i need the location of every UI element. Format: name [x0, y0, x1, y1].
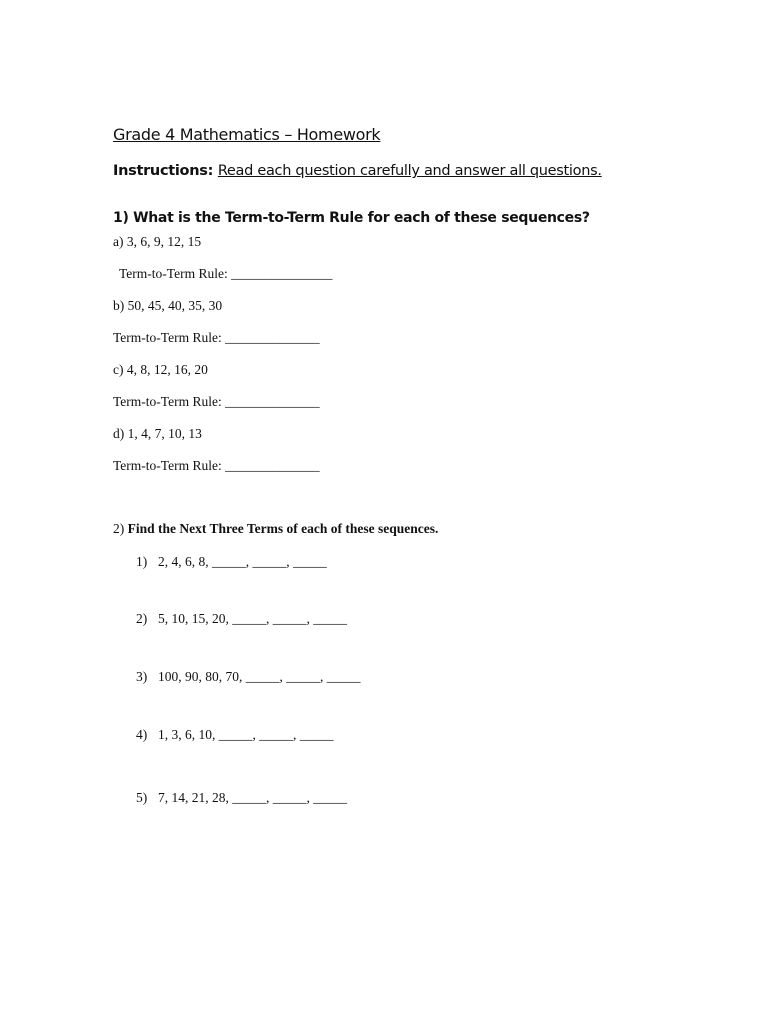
q1-rule-d: Term-to-Term Rule: ______________ — [113, 458, 320, 473]
q2-item-text: 5, 10, 15, 20, _____, _____, _____ — [158, 611, 347, 626]
question-2-heading-text: Find the Next Three Terms of each of these sequences. — [127, 521, 439, 536]
question-2-heading — [113, 521, 438, 537]
instructions-text: Read each question carefully and answer all questions. — [217, 163, 602, 179]
q2-item-number: 4) — [136, 727, 148, 742]
q1-rule-a: Term-to-Term Rule: _______________ — [119, 266, 333, 281]
question-1-heading: 1) What is the Term-to-Term Rule for each of these sequences? — [113, 210, 590, 226]
q2-item-text: 100, 90, 80, 70, _____, _____, _____ — [158, 669, 361, 684]
q1-sequence-b: b) 50, 45, 40, 35, 30 — [113, 298, 223, 313]
q1-sequence-c: c) 4, 8, 12, 16, 20 — [113, 362, 208, 377]
document-title: Grade 4 Mathematics – Homework — [113, 125, 381, 144]
q2-item-1 — [136, 554, 327, 570]
q2-item-5 — [136, 790, 347, 806]
q2-item-number: 5) — [136, 790, 148, 805]
q1-rule-c: Term-to-Term Rule: ______________ — [113, 394, 320, 409]
instructions-label: Instructions: — [113, 163, 218, 179]
q1-sequence-d: d) 1, 4, 7, 10, 13 — [113, 426, 202, 441]
q2-item-number: 2) — [136, 611, 148, 626]
q2-item-number: 1) — [136, 554, 148, 569]
q2-item-2 — [136, 611, 347, 627]
q2-item-4 — [136, 727, 334, 743]
q2-item-text: 7, 14, 21, 28, _____, _____, _____ — [158, 790, 347, 805]
q2-item-text: 2, 4, 6, 8, _____, _____, _____ — [158, 554, 327, 569]
q2-item-3 — [136, 669, 361, 685]
instructions — [113, 163, 602, 179]
q2-item-number: 3) — [136, 669, 148, 684]
q1-rule-b: Term-to-Term Rule: ______________ — [113, 330, 320, 345]
q1-sequence-a: a) 3, 6, 9, 12, 15 — [113, 234, 202, 249]
question-2-number: 2) — [113, 521, 128, 536]
q2-item-text: 1, 3, 6, 10, _____, _____, _____ — [158, 727, 334, 742]
